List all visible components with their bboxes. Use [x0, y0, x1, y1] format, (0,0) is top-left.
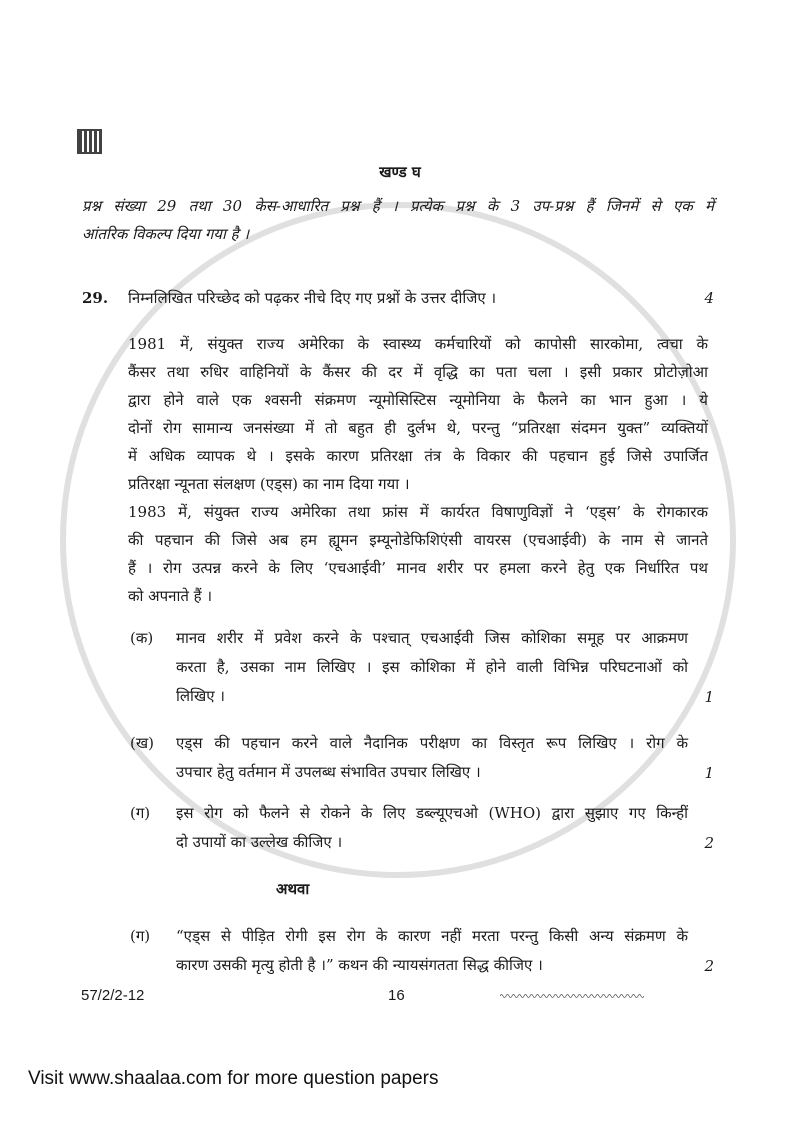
subquestion-marks: 1: [704, 764, 714, 782]
passage-line: की पहचान की जिसे अब हम ह्यूमन इम्यूनोडेफिशिएंसी वायरस (एचआईवी) के नाम से जानते: [128, 531, 708, 549]
subquestion-line: एड्स की पहचान करने वाले नैदानिक परीक्षण का विस्तृत रूप लिखिए । रोग के: [176, 734, 688, 752]
subquestion-label: (ग): [130, 804, 151, 822]
passage-line: 1983 में, संयुक्त राज्य अमेरिका तथा फ्रांस में कार्यरत विषाणुविज्ञों ने ‘एड्स’ के रोगकारक: [128, 503, 708, 521]
instruction-line: प्रश्न संख्या 29 तथा 30 केस-आधारित प्रश्न हैं । प्रत्येक प्रश्न के 3 उप-प्रश्न हैं जिनमें से एक में: [82, 197, 714, 215]
passage: [82, 330, 708, 610]
subquestion-line: कारण उसकी मृत्यु होती है ।” कथन की न्यायसंगतता सिद्ध कीजिए ।: [176, 956, 543, 974]
subquestion-ka: [82, 624, 714, 711]
question-marks: 4: [704, 289, 714, 307]
subquestion-label: (ग): [130, 927, 151, 945]
passage-line: 1981 में, संयुक्त राज्य अमेरिका के स्वास्थ्य कर्मचारियों को कापोसी सारकोमा, त्वचा के: [128, 335, 708, 353]
passage-line: द्वारा होने वाले एक श्वसनी संक्रमण न्यूमोसिस्टिस न्यूमोनिया के फैलने का भान हुआ । ये: [128, 391, 708, 409]
passage-line: हैं । रोग उत्पन्न करने के लिए ‘एचआईवी’ मानव शरीर पर हमला करने हेतु एक निर्धारित पथ: [128, 559, 708, 577]
passage-line: प्रतिरक्षा न्यूनता संलक्षण (एड्स) का नाम दिया गया ।: [128, 475, 410, 493]
site-banner-link[interactable]: Visit www.shaalaa.com for more question papers: [28, 1068, 439, 1089]
question-29: [82, 284, 714, 312]
question-page: [28, 0, 714, 1092]
subquestion-kha: [82, 729, 714, 787]
passage-line: दोनों रोग सामान्य जनसंख्या में तो बहुत ही दुर्लभ थे, परन्तु “प्रतिरक्षा संदमन युक्त” व्यक्तियों: [128, 419, 708, 437]
subquestion-line: उपचार हेतु वर्तमान में उपलब्ध संभावित उपचार लिखिए ।: [176, 763, 481, 781]
section-title: खण्ड घ: [379, 163, 421, 181]
subquestion-line: “एड्स से पीड़ित रोगी इस रोग के कारण नहीं मरता परन्तु किसी अन्य संक्रमण के: [176, 927, 688, 945]
subquestion-line: लिखिए ।: [176, 687, 225, 705]
passage-line: कैंसर तथा रुधिर वाहिनियों के कैंसर की दर में वृद्धि का पता चला । इसी प्रकार प्रोटोज़ोआ: [128, 363, 708, 381]
paper-code: 57/2/2-12: [81, 987, 145, 1004]
passage-line: में अधिक व्यापक थे । इसके कारण प्रतिरक्षा तंत्र के विकार की पहचान हुई जिसे उपार्जित: [128, 447, 708, 465]
subquestion-line: करता है, उसका नाम लिखिए । इस कोशिका में होने वाली विभिन्न परिघटनाओं को: [176, 658, 688, 676]
page-footer: [82, 982, 714, 1010]
subquestion-marks: 2: [704, 834, 714, 852]
subquestion-line: मानव शरीर में प्रवेश करने के पश्चात् एचआईवी जिस कोशिका समूह पर आक्रमण: [176, 629, 688, 647]
subquestion-ga: [82, 799, 714, 857]
page-number: 16: [388, 987, 405, 1004]
subquestion-line: दो उपायों का उल्लेख कीजिए ।: [176, 833, 343, 851]
instructions: [82, 192, 714, 248]
question-text: निम्नलिखित परिच्छेद को पढ़कर नीचे दिए गए प्रश्नों के उत्तर दीजिए ।: [128, 289, 497, 307]
subquestion-label: (क): [130, 629, 154, 647]
or-label: अथवा: [276, 880, 310, 898]
subquestion-label: (ख): [130, 734, 154, 752]
subquestion-marks: 2: [704, 957, 714, 975]
passage-line: को अपनाते हैं ।: [128, 587, 213, 605]
instruction-line: आंतरिक विकल्प दिया गया है ।: [82, 225, 250, 243]
subquestion-ga-alternative: [82, 922, 714, 980]
wavy-line-decoration: [500, 993, 645, 999]
subquestion-line: इस रोग को फैलने से रोकने के लिए डब्ल्यूएचओ (WHO) द्वारा सुझाए गए किन्हीं: [176, 804, 688, 822]
subquestion-marks: 1: [704, 688, 714, 706]
question-number: 29.: [82, 289, 109, 307]
